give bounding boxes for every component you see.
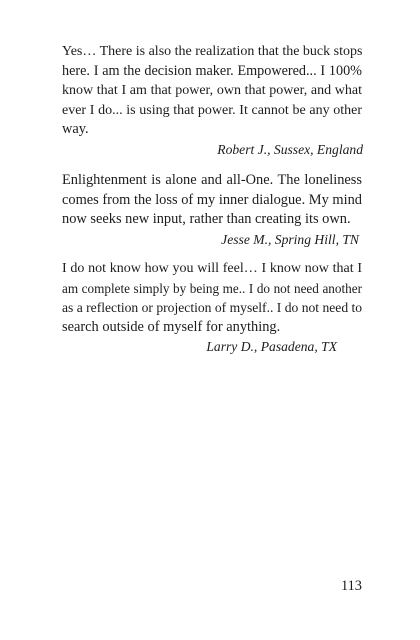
- quote-line: Enlightenment is alone and all-One. The loneliness: [62, 172, 362, 188]
- quote-line: am complete simply by being me.. I do not need another: [62, 280, 362, 296]
- quote-attribution: Jesse M., Spring Hill, TN: [221, 231, 359, 247]
- quote-line: know that I am that power, own that power, and what: [62, 83, 362, 99]
- quote-larry: [62, 259, 362, 356]
- quote-attribution: Robert J., Sussex, England: [217, 141, 363, 157]
- quote-line: ever I do... is using that power. It cannot be any other: [62, 102, 362, 118]
- quote-line: Yes… There is also the realization that the buck stops: [62, 44, 363, 59]
- quote-line: I do not know how you will feel… I know now that I: [62, 261, 362, 276]
- quote-attribution: Larry D., Pasadena, TX: [206, 339, 337, 355]
- quote-line: now seeks new input, rather than creating its own.: [62, 211, 351, 228]
- quote-line: way.: [62, 121, 89, 138]
- quote-line: search outside of myself for anything.: [62, 318, 281, 335]
- quote-line: here. I am the decision maker. Empowered... I 100%: [62, 62, 362, 79]
- quote-jesse: [62, 171, 362, 249]
- quote-line: comes from the loss of my inner dialogue. My mind: [62, 191, 362, 208]
- page-number: 113: [340, 578, 362, 594]
- quote-line: as a reflection or projection of myself.. I do not need to: [62, 300, 363, 316]
- quote-robert: [62, 42, 362, 159]
